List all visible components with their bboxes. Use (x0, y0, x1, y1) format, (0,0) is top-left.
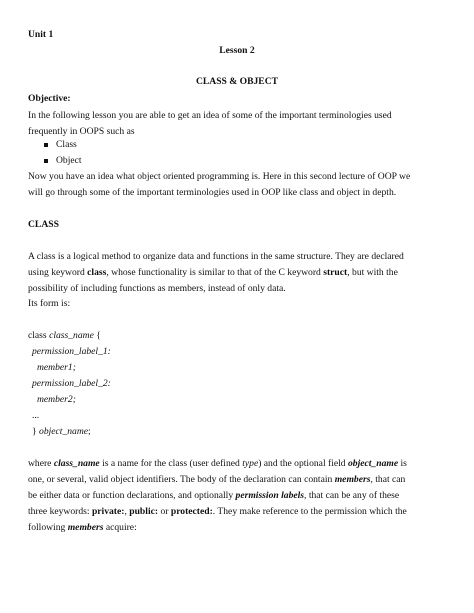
code-object-name: object_name (39, 426, 89, 437)
code-class-name: class_name (49, 330, 94, 341)
objective-heading: Objective: (28, 93, 71, 104)
objective-after-line-1: Now you have an idea what object oriented programming is. Here in this second lecture of OOP we (28, 171, 411, 182)
class-para2-line-1 (28, 458, 407, 470)
code-keyword: class (28, 330, 50, 341)
code-line-6: ... (32, 410, 40, 421)
text-run: , whose functionality is similar to that of the C keyword (106, 267, 324, 278)
term-permission-labels: permission labels (235, 490, 305, 501)
class-para2-line-4 (28, 506, 407, 518)
code-line-7 (32, 426, 91, 438)
text-run: or (158, 506, 171, 517)
code-semicolon: ; (88, 426, 91, 437)
text-run: following (28, 522, 68, 533)
keyword-class: class (87, 267, 107, 278)
class-para2-line-2 (28, 474, 405, 486)
text-run: where (28, 458, 54, 469)
text-run: is a name for the class (user defined (99, 458, 243, 469)
term-object-name: object_name (348, 458, 399, 469)
objective-after-line-2: will go through some of the important terminologies used in OOP like class and object in depth. (28, 187, 397, 198)
class-para1-line-2 (28, 267, 398, 279)
keyword-private: private: (91, 506, 125, 517)
term-class-name: class_name (53, 458, 100, 469)
text-run: , but with the (347, 267, 398, 278)
term-members: members (334, 474, 371, 485)
form-is-label: Its form is: (28, 298, 71, 309)
code-line-5: member2; (37, 394, 76, 405)
text-run: , that can (370, 474, 406, 485)
text-run: three keywords: (28, 506, 92, 517)
term-members: members (67, 522, 104, 533)
class-para1-line-1: A class is a logical method to organize data and functions in the same structure. They are declared (28, 251, 404, 262)
class-para1-line-3: possibility of including functions as members, instead of only data. (28, 283, 286, 294)
keyword-public: public: (129, 506, 159, 517)
bullet-item-object: Object (56, 155, 82, 166)
code-line-3: member1; (37, 362, 76, 373)
code-line-2: permission_label_1: (32, 346, 111, 357)
text-run: ) and the optional field (258, 458, 348, 469)
keyword-protected: protected: (170, 506, 213, 517)
bullet-item-class: Class (56, 139, 77, 150)
objective-line-2: frequently in OOPS such as (28, 126, 135, 137)
code-line-1 (28, 330, 101, 342)
text-run: be either data or function declarations, and optionally (28, 490, 236, 501)
page-title: CLASS & OBJECT (195, 76, 279, 87)
text-run: , that can be any of these (304, 490, 400, 501)
code-brace: } (32, 426, 40, 437)
class-para2-line-5 (28, 522, 137, 534)
unit-label: Unit 1 (28, 29, 54, 40)
objective-line-1: In the following lesson you are able to get an idea of some of the important terminologies used (28, 110, 392, 121)
lesson-label: Lesson 2 (219, 45, 255, 56)
code-brace: { (93, 330, 101, 341)
term-type: type (242, 458, 259, 469)
text-run: , (124, 506, 130, 517)
keyword-struct: struct (323, 267, 348, 278)
bullet-marker (44, 143, 48, 147)
code-line-4: permission_label_2: (32, 378, 111, 389)
text-run: one, or several, valid object identifiers. The body of the declaration can contain (28, 474, 335, 485)
bullet-marker (44, 159, 48, 163)
text-run: acquire: (103, 522, 137, 533)
text-run: . They make reference to the permission which the (212, 506, 407, 517)
class-heading: CLASS (28, 219, 59, 230)
class-para2-line-3 (28, 490, 399, 502)
text-run: is (398, 458, 407, 469)
text-run: using keyword (28, 267, 88, 278)
